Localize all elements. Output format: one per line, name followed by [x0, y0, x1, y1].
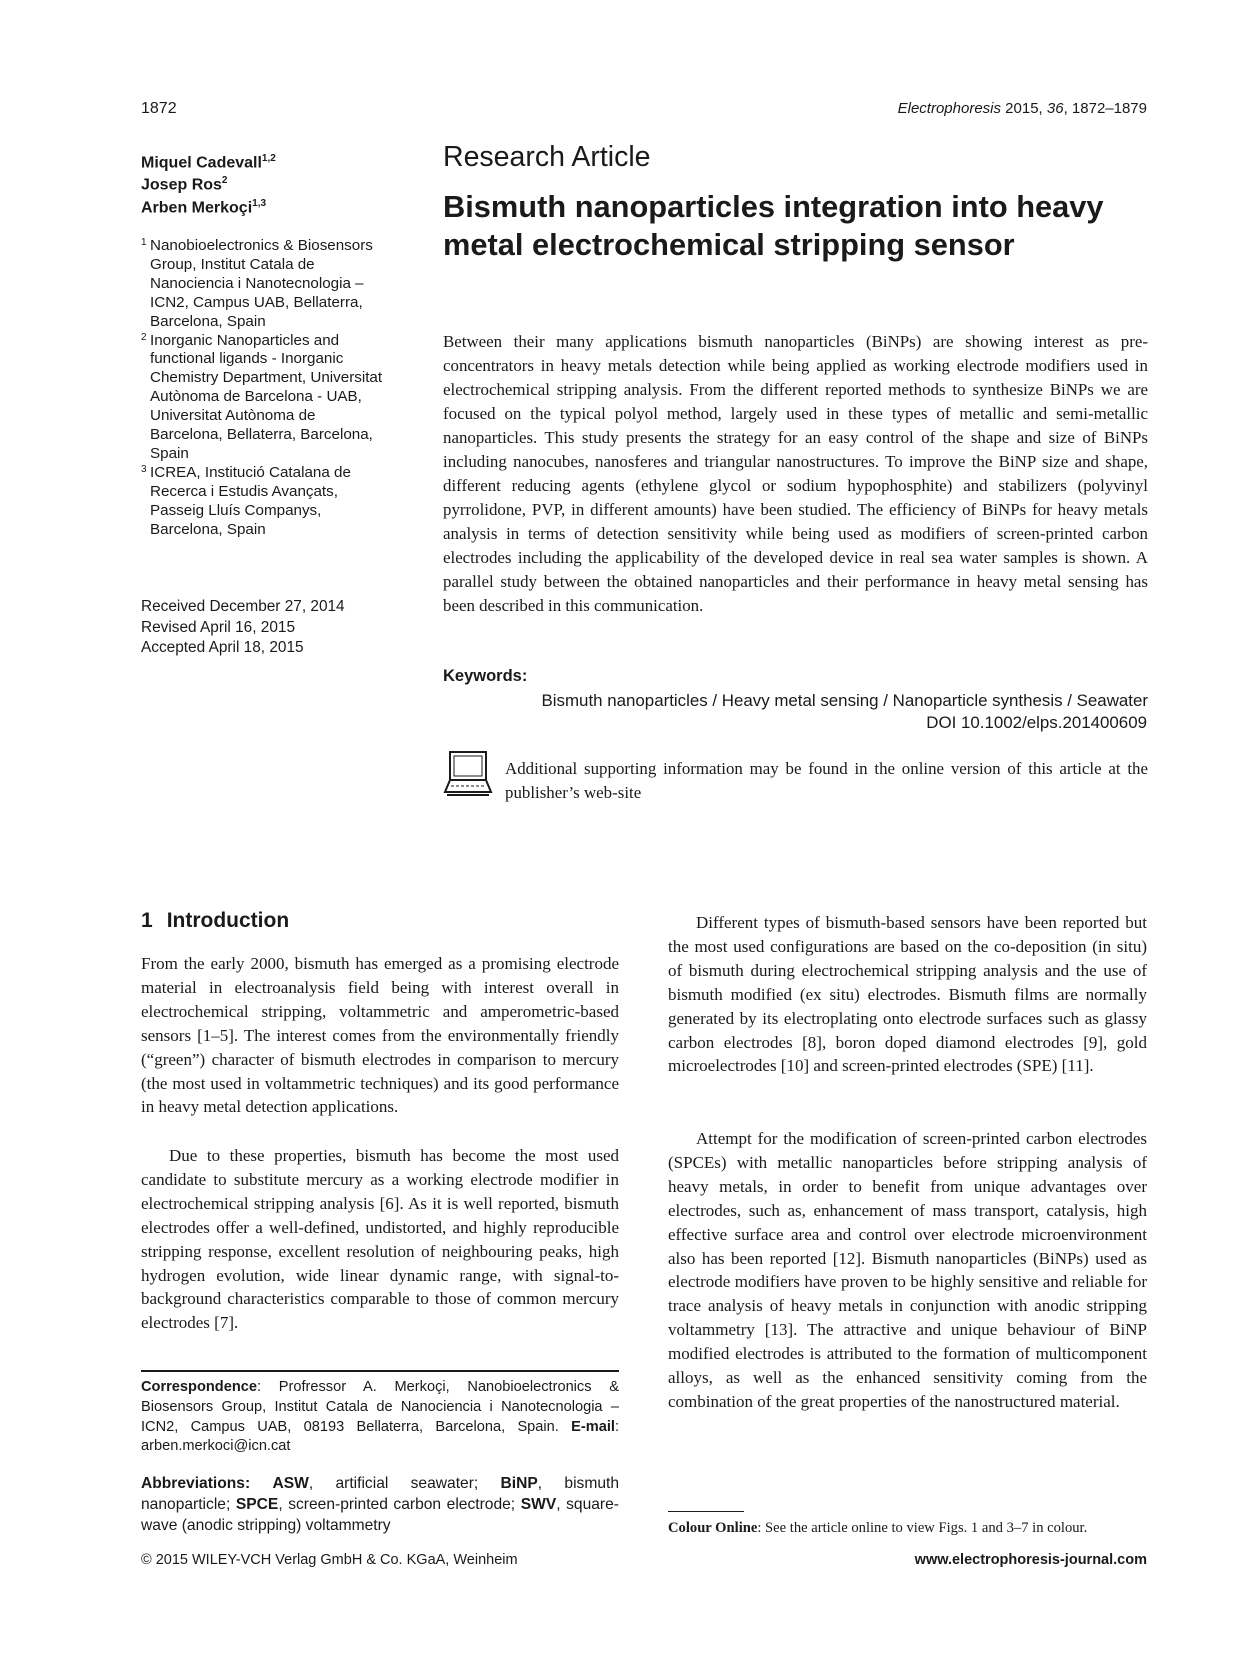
accepted-date: Accepted April 18, 2015	[141, 639, 304, 656]
author-list	[141, 150, 381, 217]
paragraph: Due to these properties, bismuth has become the most used candidate to substitute mercury as a working electrode modifier in electrochemical stripping analysis [6]. As it is well reported, bismuth electrodes offer a well-defined, undistorted, and highly reproducible stripping response, excellent resolution of neighbouring peaks, high hydrogen evolution, wide linear dynamic range, with signal-to-background characteristics comparable to those of common mercury electrodes [7].	[141, 1146, 619, 1333]
keywords-label: Keywords:	[443, 667, 528, 685]
abbrev-term: ASW	[272, 1475, 309, 1492]
abbreviations-note	[141, 1473, 619, 1536]
abbreviations-label: Abbreviations:	[141, 1475, 251, 1492]
footnote-divider	[141, 1370, 619, 1372]
keywords: Bismuth nanoparticles / Heavy metal sensing / Nanoparticle synthesis / Seawater	[541, 691, 1148, 710]
affiliation: 3 ICREA, Institució Catalana de Recerca i Estudis Avançats, Passeig Lluís Companys, Barcelona, Spain	[141, 463, 351, 538]
journal-year: 2015,	[1001, 100, 1047, 117]
email-address[interactable]: : arben.merkoci@icn.cat	[141, 1418, 619, 1455]
correspondence-text: : Profressor A. Merkoçi, Nanobioelectronics & Biosensors Group, Institut Catala de Nanociencia i Nanotecnologia – ICN2, Campus UAB, 08193 Bellaterra, Barcelona, Spain.	[141, 1379, 619, 1435]
footnote-divider	[668, 1511, 744, 1512]
journal-volume: 36	[1046, 100, 1064, 117]
abbrev-term: BiNP	[500, 1475, 538, 1492]
computer-icon	[443, 750, 493, 798]
email-label: E-mail	[571, 1418, 615, 1435]
paragraph: From the early 2000, bismuth has emerged as a promising electrode material in electroanalysis field being with interest overall in electrochemical stripping, voltammetric and amperometric-based sensors [1–5]. The interest comes from the environmentally friendly (“green”) character of bismuth electrodes in comparison to mercury (the most used in voltammetric techniques) and its good performance in heavy metal detection applications.	[141, 954, 619, 1117]
paragraph: Different types of bismuth-based sensors have been reported but the most used configurations are based on the co-deposition (in situ) of bismuth during electrochemical stripping analysis and the use of bismuth modified (ex situ) electrodes. Bismuth films are normally generated by its electroplating onto electrode surfaces such as glassy carbon electrodes [8], boron doped diamond electrodes [9], gold microelectrodes [10] and screen-printed electrodes (SPE) [11].	[668, 913, 1147, 1076]
paragraph: Attempt for the modification of screen-printed carbon electrodes (SPCEs) with metallic nanoparticles before stripping analysis of heavy metals, in order to benefit from unique advantages over electrodes, such as, enhancement of mass transport, catalysis, high effective surface area and control over electrode microenvironment also has been reported [12]. Bismuth nanoparticles (BiNPs) used as electrode modifiers have proven to be highly sensitive and reliable for trace analysis of heavy metals in conjunction with anodic stripping voltammetry [13]. The attractive and unique behaviour of BiNP modified electrodes is attributed to the formation of multicomponent alloys, as well as the enhanced sensitivity coming from the combination of the great properties of the nanostructured material.	[668, 1129, 1147, 1411]
colour-online-text: : See the article online to view Figs. 1 and 3–7 in colour.	[757, 1520, 1088, 1536]
abbrev-term: SPCE	[235, 1496, 279, 1513]
author: Arben Merkoçi$^{1,3}$	[141, 197, 267, 216]
affiliation: 2 Inorganic Nanoparticles and functional ligands - Inorganic Chemistry Department, Universitat Autònoma de Barcelona - UAB, Universitat Autònoma de Barcelona, Bellaterra, Barcelona, Spain	[141, 331, 383, 462]
colour-online-note	[668, 1520, 1087, 1537]
abbrev-def: , artificial seawater;	[308, 1475, 501, 1492]
affiliation: 1 Nanobioelectronics & Biosensors Group, Institut Catala de Nanociencia i Nanotecnologia – ICN2, Campus UAB, Bellaterra, Barcelona, Spain	[141, 237, 373, 330]
abbrev-term: SWV	[520, 1496, 557, 1513]
copyright: © 2015 WILEY-VCH Verlag GmbH & Co. KGaA, Weinheim	[141, 1552, 518, 1568]
received-date: Received December 27, 2014	[141, 598, 345, 615]
journal-url[interactable]: www.electrophoresis-journal.com	[914, 1552, 1147, 1568]
correspondence-note	[141, 1378, 619, 1457]
journal-citation	[898, 100, 1147, 117]
journal-name: Electrophoresis	[897, 100, 1002, 117]
section-title: Introduction	[166, 909, 290, 932]
section-number: 1	[141, 909, 153, 932]
abbrev-def: , bismuth nanoparticle;	[141, 1475, 619, 1513]
author: Josep Ros$^2$	[141, 175, 228, 194]
colour-online-label: Colour Online	[668, 1520, 758, 1536]
doi[interactable]: DOI 10.1002/elps.201400609	[926, 713, 1147, 732]
abstract: Between their many applications bismuth nanoparticles (BiNPs) are showing interest as pre-concentrators in heavy metals detection while being applied as working electrode modifiers used in electrochemical stripping analysis. From the different reported methods to synthesize BiNPs we are focused on the typical polyol method, largely used in these types of metallic and semi-metallic nanoparticles. This study presents the strategy for an easy control of the shape and size of BiNPs including nanocubes, nanosferes and triangular nanostructures. To improve the BiNP size and shape, different reducing agents (ethylene glycol or sodium hypophosphite) and stabilizers (polyvinyl pyrrolidone, PVP, in different amounts) have been studied. The efficiency of BiNPs for heavy metals analysis in terms of detection sensitivity while being used as modifiers of screen-printed carbon electrodes including the applicability of the developed device in real sea water samples is shown. A parallel study between the obtained nanoparticles and their performance in heavy metal sensing has been described in this communication.	[443, 332, 1148, 615]
journal-pages: , 1872–1879	[1063, 100, 1147, 117]
article-dates	[141, 597, 381, 659]
supporting-info-note: Additional supporting information may be found in the online version of this article at the publisher’s web-site	[505, 759, 1148, 802]
abbrev-def: , screen-printed carbon electrode;	[278, 1496, 521, 1513]
article-type: Research Article	[443, 141, 651, 173]
abbrev-def: , square-wave (anodic stripping) voltammetry	[141, 1496, 619, 1534]
revised-date: Revised April 16, 2015	[141, 618, 296, 636]
section-heading	[141, 909, 289, 933]
page-number: 1872	[141, 100, 177, 117]
affiliation-list	[141, 237, 386, 540]
correspondence-label: Correspondence	[141, 1379, 257, 1395]
article-title: Bismuth nanoparticles integration into heavy metal electrochemical stripping sensor	[443, 189, 1104, 262]
author: Miquel Cadevall$^{1,2}$	[141, 153, 276, 172]
